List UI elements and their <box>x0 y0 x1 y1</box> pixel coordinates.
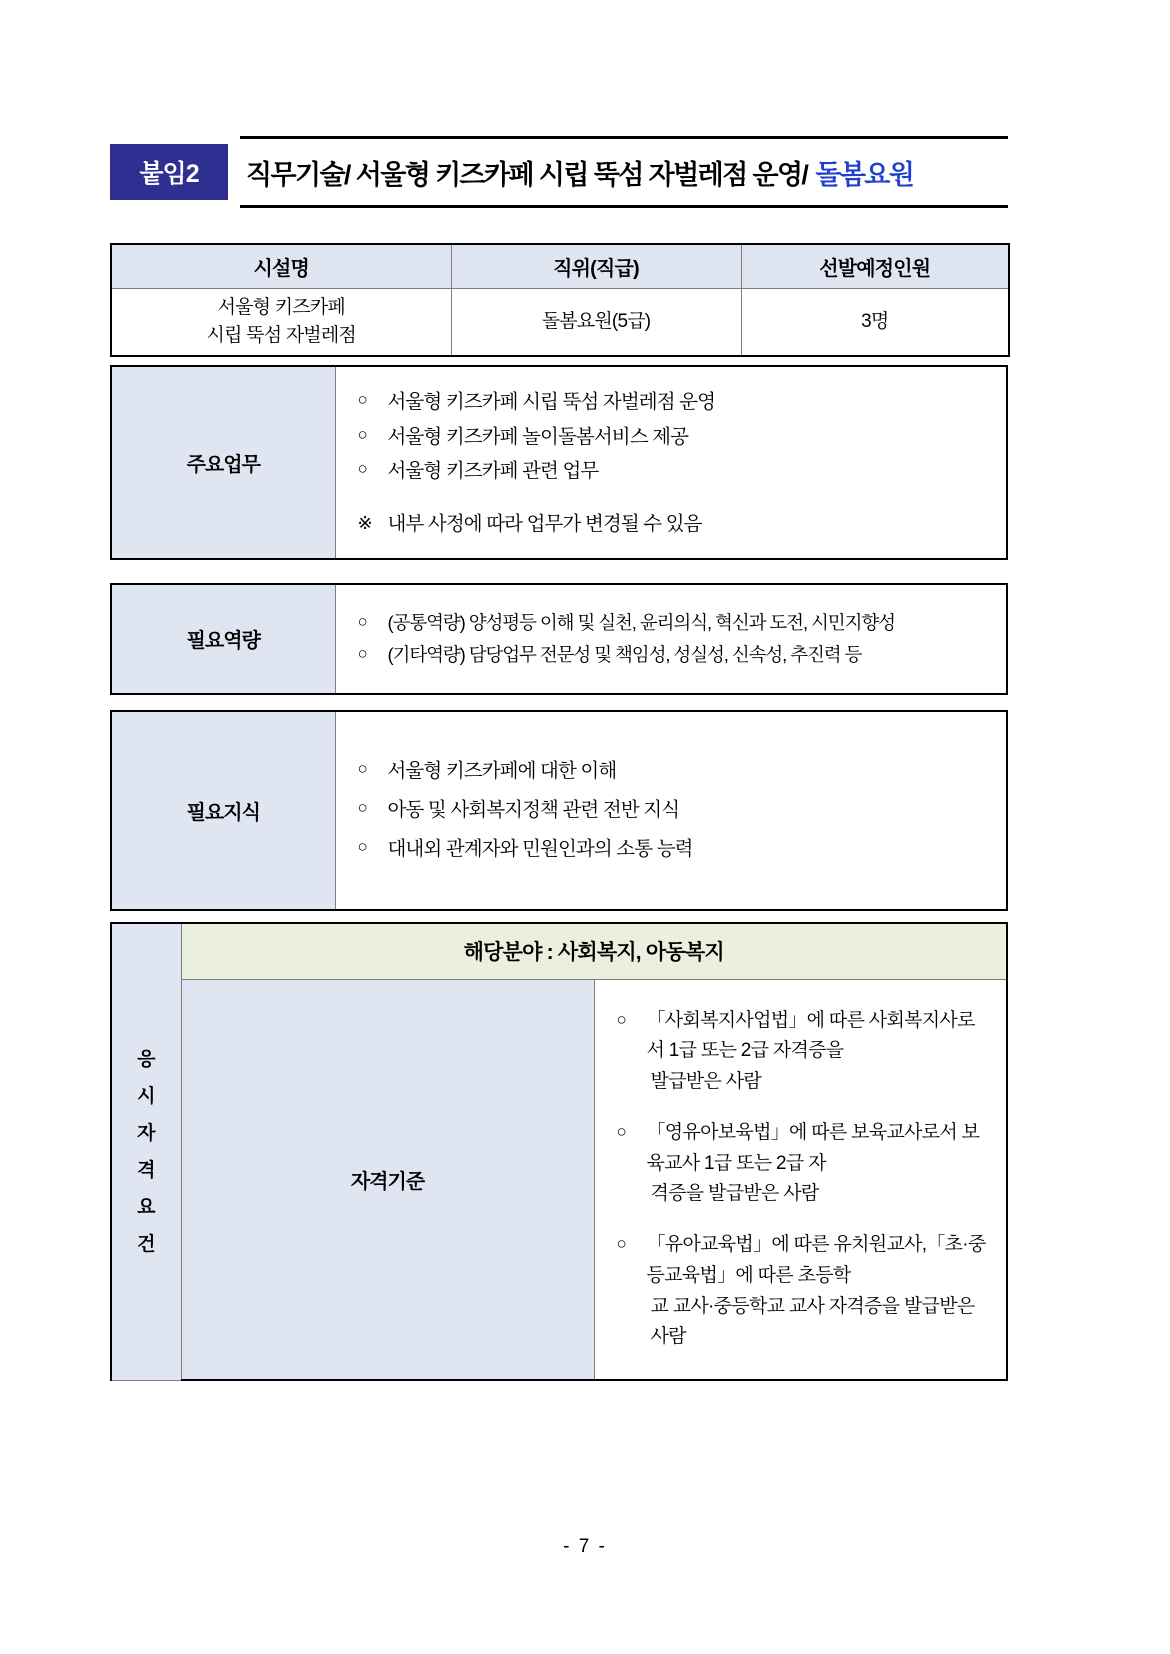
page-title <box>240 136 1008 208</box>
section-body-criteria <box>594 979 1007 1380</box>
table-row <box>111 584 1007 694</box>
main-duties-note-label: 내부 사정에 따라 업무가 변경될 수 있음 <box>387 513 702 536</box>
page-number-footer: - 7 - <box>563 1536 607 1557</box>
vertical-label-char: 자 <box>137 1122 156 1144</box>
list-item-label: (공통역량) 양성평등 이해 및 실천, 윤리의식, 혁신과 도전, 시민지향성 <box>387 612 895 633</box>
list-item-label: (기타역량) 담당업무 전문성 및 책임성, 성실성, 신속성, 추진력 등 <box>387 643 862 665</box>
knowledge-list <box>358 752 989 869</box>
list-item <box>617 1006 991 1098</box>
main-duties-table <box>110 365 1008 560</box>
list-item <box>358 385 989 420</box>
circle-bullet-icon: ○ <box>357 759 367 778</box>
list-item <box>358 639 989 671</box>
reference-mark-icon: ※ <box>357 513 372 534</box>
competency-list <box>358 607 989 671</box>
facility-name-line2: 시립 뚝섬 자벌레점 <box>206 324 356 346</box>
table-row <box>111 366 1007 559</box>
list-item-label: 서울형 키즈카페 놀이돌봄서비스 제공 <box>387 425 689 448</box>
table-row <box>111 979 1007 1380</box>
circle-bullet-icon: ○ <box>357 390 367 409</box>
cell-facility-name <box>111 288 451 356</box>
criteria-line-1: 「영유아보육법」에 따른 보육교사로서 보육교사 1급 또는 2급 자 <box>646 1121 980 1174</box>
qualification-requirements-table <box>110 922 1008 1381</box>
list-item <box>358 791 989 830</box>
circle-bullet-icon: ○ <box>357 798 367 817</box>
main-duties-list <box>358 385 989 489</box>
circle-bullet-icon: ○ <box>616 1121 627 1141</box>
circle-bullet-icon: ○ <box>357 459 367 479</box>
circle-bullet-icon: ○ <box>357 424 367 444</box>
vertical-label-char: 건 <box>137 1233 156 1255</box>
list-item-label: 아동 및 사회복지정책 관련 전반 지식 <box>387 799 680 821</box>
section-body-knowledge <box>335 711 1007 910</box>
table-header-row <box>111 244 1009 288</box>
vertical-label-char: 요 <box>137 1196 156 1218</box>
list-item <box>358 420 989 455</box>
vertical-label-char: 시 <box>137 1085 156 1107</box>
section-label-qualification-requirements <box>111 923 181 1380</box>
table-row <box>111 923 1007 979</box>
cell-headcount: 3명 <box>741 288 1009 356</box>
vertical-label-char: 격 <box>137 1159 156 1181</box>
list-item-label: 서울형 키즈카페에 대한 이해 <box>387 760 617 782</box>
criteria-line-1: 「사회복지사업법」에 따른 사회복지사로서 1급 또는 2급 자격증을 <box>646 1009 975 1062</box>
main-duties-note <box>358 507 989 542</box>
criteria-line-2: 발급받은 사람 <box>650 1071 762 1093</box>
facility-name-line1: 서울형 키즈카페 <box>217 297 345 319</box>
circle-bullet-icon: ○ <box>616 1234 627 1254</box>
page-title-accent: 돌봄요원 <box>815 159 914 190</box>
list-item <box>358 752 989 791</box>
page-title-main: 직무기술/ 서울형 키즈카페 시립 뚝섬 자벌레점 운영/ <box>246 159 808 190</box>
circle-bullet-icon: ○ <box>357 837 367 856</box>
list-item <box>358 607 989 639</box>
facility-info-table <box>110 243 1010 357</box>
circle-bullet-icon: ○ <box>357 612 367 631</box>
section-label-knowledge: 필요지식 <box>111 711 335 910</box>
column-header-position: 직위(직급) <box>451 244 741 288</box>
spacer <box>358 489 989 507</box>
criteria-line-1: 「유아교육법」에 따른 유치원교사,「초·중등교육법」에 따른 초등학 <box>646 1234 986 1286</box>
list-item-label: 서울형 키즈카페 시립 뚝섬 자벌레점 운영 <box>387 391 716 413</box>
list-item <box>617 1118 991 1210</box>
section-body-competency <box>335 584 1007 694</box>
attachment-badge: 붙임2 <box>110 144 228 200</box>
section-label-competency: 필요역량 <box>111 584 335 694</box>
field-heading: 해당분야 : 사회복지, 아동복지 <box>181 923 1007 979</box>
circle-bullet-icon: ○ <box>616 1009 627 1029</box>
section-label-criteria: 자격기준 <box>181 979 594 1380</box>
table-row <box>111 711 1007 910</box>
column-header-facility: 시설명 <box>111 244 451 288</box>
list-item-label: 대내외 관계자와 민원인과의 소통 능력 <box>387 838 693 860</box>
column-header-headcount: 선발예정인원 <box>741 244 1009 288</box>
section-label-main-duties: 주요업무 <box>111 366 335 559</box>
circle-bullet-icon: ○ <box>357 643 367 663</box>
criteria-line-2: 격증을 발급받은 사람 <box>650 1183 819 1205</box>
criteria-list <box>617 1006 991 1354</box>
list-item <box>617 1230 991 1353</box>
list-item <box>358 454 989 489</box>
criteria-line-2: 교 교사·중등학교 교사 자격증을 발급받은 사람 <box>650 1295 975 1348</box>
vertical-label-char: 응 <box>137 1048 156 1070</box>
required-competency-table <box>110 583 1008 695</box>
section-body-main-duties <box>335 366 1007 559</box>
list-item-label: 서울형 키즈카페 관련 업무 <box>387 460 599 483</box>
required-knowledge-table <box>110 710 1008 911</box>
list-item <box>358 830 989 869</box>
cell-position: 돌봄요원(5급) <box>451 288 741 356</box>
document-header <box>110 136 1008 208</box>
table-row <box>111 288 1009 356</box>
